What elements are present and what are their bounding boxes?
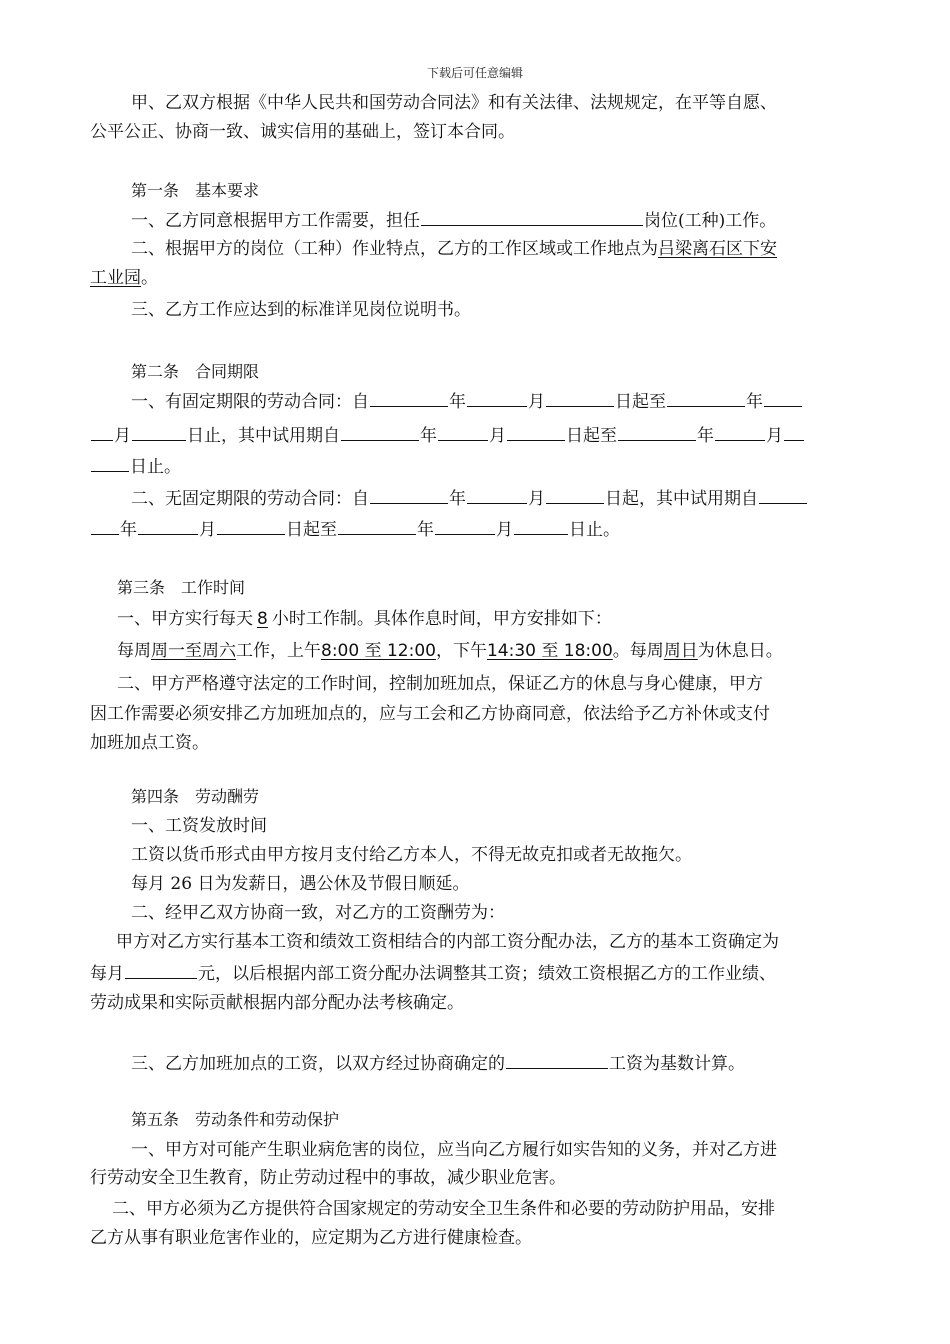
daily-hours: 8	[257, 609, 268, 629]
trial-end-month-blank[interactable]	[715, 424, 765, 441]
afternoon-hours: 14:30 至 18:00	[486, 641, 613, 661]
end-label: 日止。	[130, 457, 181, 477]
s3-clause-1-suffix: 小时工作制。具体作息时间，甲方安排如下：	[271, 609, 612, 629]
s1-clause-2	[131, 238, 777, 260]
section-2-title: 第二条 合同期限	[131, 362, 260, 381]
s4-pay-day: 每月 26 日为发薪日，遇公休及节假日顺延。	[131, 874, 470, 894]
open-trial-end-year-blank[interactable]	[338, 518, 416, 535]
page-header: 下载后可任意编辑	[426, 66, 523, 80]
s5-clause-1-line-2: 行劳动安全卫生教育，防止劳动过程中的事故，减少职业危害。	[90, 1168, 566, 1188]
month-label: 月	[496, 520, 513, 540]
year-label: 年	[697, 426, 714, 446]
work-location-part-2: 工业园	[90, 268, 141, 288]
section-5-title: 第五条 劳动条件和劳动保护	[131, 1110, 340, 1129]
year-label: 年	[420, 426, 437, 446]
open-start-year-blank[interactable]	[370, 487, 448, 504]
base-salary-blank[interactable]	[125, 962, 197, 979]
schedule-suffix: 为休息日。	[697, 641, 783, 661]
open-trial-start-year-blank[interactable]	[759, 487, 807, 504]
overtime-base-blank[interactable]	[506, 1052, 608, 1069]
month-label: 月	[766, 426, 783, 446]
morning-hours: 8:00 至 12:00	[321, 641, 436, 661]
s1-clause-1-suffix: 岗位(工种)工作。	[644, 211, 777, 231]
section-3-title: 第三条 工作时间	[117, 578, 246, 597]
open-start-month-blank[interactable]	[467, 487, 527, 504]
year-label: 年	[449, 392, 466, 412]
year-label: 年	[120, 520, 137, 540]
s2-clause-2-line-2	[90, 518, 620, 541]
month-label: 月	[114, 426, 131, 446]
s1-clause-2-cont	[90, 267, 158, 289]
schedule-rest-label: 。每周	[612, 641, 664, 661]
end-year-blank[interactable]	[667, 390, 745, 407]
trial-start-month-blank[interactable]	[438, 424, 488, 441]
month-label: 月	[528, 489, 545, 509]
section-1-title: 第一条 基本要求	[131, 181, 260, 200]
s1-clause-2-text: 二、根据甲方的岗位（工种）作业特点，乙方的工作区域或工作地点为	[131, 239, 658, 259]
open-trial-end-month-blank[interactable]	[435, 518, 495, 535]
schedule-morning-label: 工作，上午	[236, 641, 321, 661]
s3-clause-1	[117, 608, 612, 630]
month-label: 月	[489, 426, 506, 446]
end-month-blank[interactable]	[764, 390, 802, 407]
s4-salary-line-2-suffix: 元，以后根据内部工资分配办法调整其工资；绩效工资根据乙方的工作业绩、	[198, 964, 776, 984]
year-label: 年	[417, 520, 434, 540]
trial-end-day-blank-cont[interactable]	[91, 455, 129, 472]
trial-start-day-blank[interactable]	[507, 424, 565, 441]
intro-line-1: 甲、乙双方根据《中华人民共和国劳动合同法》和有关法律、法规规定，在平等自愿、	[131, 93, 777, 113]
s5-clause-2-line-2: 乙方从事有职业危害作业的，应定期为乙方进行健康检查。	[90, 1228, 532, 1248]
s3-schedule	[117, 640, 783, 662]
s3-clause-2-line-2: 因工作需要必须安排乙方加班加点的，应与工会和乙方协商同意，依法给予乙方补休或支付	[90, 704, 770, 724]
s4-clause-3	[131, 1052, 745, 1075]
s4-clause-2: 二、经甲乙双方协商一致，对乙方的工资酬劳为：	[131, 903, 505, 923]
month-label: 月	[528, 392, 545, 412]
schedule-prefix: 每周	[117, 641, 151, 661]
s4-salary-line-1: 甲方对乙方实行基本工资和绩效工资相结合的内部工资分配办法，乙方的基本工资确定为	[116, 932, 779, 952]
end-month-blank-cont[interactable]	[91, 424, 113, 441]
s5-clause-1-line-1: 一、甲方对可能产生职业病危害的岗位，应当向乙方履行如实告知的义务，并对乙方进	[131, 1140, 777, 1160]
s3-clause-2-line-3: 加班加点工资。	[90, 733, 209, 753]
from-day-trial-label: 日起，其中试用期自	[605, 489, 758, 509]
year-label: 年	[746, 392, 763, 412]
overtime-label: 三、乙方加班加点的工资，以双方经过协商确定的	[131, 1054, 505, 1074]
year-label: 年	[449, 489, 466, 509]
open-trial-start-day-blank[interactable]	[217, 518, 285, 535]
trial-start-year-blank[interactable]	[341, 424, 419, 441]
trial-end-year-blank[interactable]	[618, 424, 696, 441]
overtime-suffix: 工资为基数计算。	[609, 1054, 745, 1074]
open-trial-start-month-blank[interactable]	[138, 518, 198, 535]
end-day-blank[interactable]	[132, 424, 186, 441]
work-days: 周一至周六	[151, 641, 236, 661]
open-start-day-blank[interactable]	[546, 487, 604, 504]
rest-day: 周日	[663, 641, 698, 661]
trial-end-day-blank[interactable]	[784, 424, 804, 441]
s4-salary-line-2	[90, 962, 776, 985]
s2-clause-1-line-3	[90, 455, 181, 478]
s1-clause-1-text: 一、乙方同意根据甲方工作需要，担任	[131, 211, 420, 231]
s4-clause-1: 一、工资发放时间	[131, 816, 267, 836]
month-label: 月	[199, 520, 216, 540]
start-month-blank[interactable]	[467, 390, 527, 407]
intro-line-2: 公平公正、协商一致、诚实信用的基础上，签订本合同。	[90, 122, 515, 142]
s4-salary-line-3: 劳动成果和实际贡献根据内部分配办法考核确定。	[90, 993, 464, 1013]
schedule-afternoon-label: ，下午	[435, 641, 487, 661]
section-4-title: 第四条 劳动酬劳	[131, 787, 260, 806]
fixed-term-label: 一、有固定期限的劳动合同：自	[131, 392, 369, 412]
monthly-label: 每月	[90, 964, 124, 984]
s2-clause-2-line-1	[131, 487, 808, 510]
from-day-to-label: 日起至	[286, 520, 337, 540]
s3-clause-2-line-1: 二、甲方严格遵守法定的工作时间，控制加班加点，保证乙方的休息与身心健康，甲方	[117, 674, 763, 694]
s2-clause-1-line-1	[131, 390, 803, 413]
trial-label: 日止，其中试用期自	[187, 426, 340, 446]
position-blank[interactable]	[421, 209, 643, 226]
s1-clause-1	[131, 209, 776, 232]
s1-clause-3: 三、乙方工作应达到的标准详见岗位说明书。	[131, 300, 471, 320]
s3-clause-1-text: 一、甲方实行每天	[117, 609, 253, 629]
s1-clause-2-end: 。	[141, 268, 158, 288]
work-location-part-1: 吕梁离石区下安	[658, 239, 777, 259]
s2-clause-1-line-2	[90, 424, 805, 447]
open-term-label: 二、无固定期限的劳动合同：自	[131, 489, 369, 509]
from-day-to-label: 日起至	[566, 426, 617, 446]
s4-payment-method: 工资以货币形式由甲方按月支付给乙方本人，不得无故克扣或者无故拖欠。	[131, 845, 692, 865]
s5-clause-2-line-1: 二、甲方必须为乙方提供符合国家规定的劳动安全卫生条件和必要的劳动防护用品，安排	[112, 1199, 775, 1219]
start-year-blank[interactable]	[370, 390, 448, 407]
from-day-to-label: 日起至	[615, 392, 666, 412]
open-trial-start-year-blank-cont[interactable]	[91, 518, 119, 535]
end-label: 日止。	[569, 520, 620, 540]
start-day-blank[interactable]	[546, 390, 614, 407]
open-trial-end-day-blank[interactable]	[514, 518, 568, 535]
